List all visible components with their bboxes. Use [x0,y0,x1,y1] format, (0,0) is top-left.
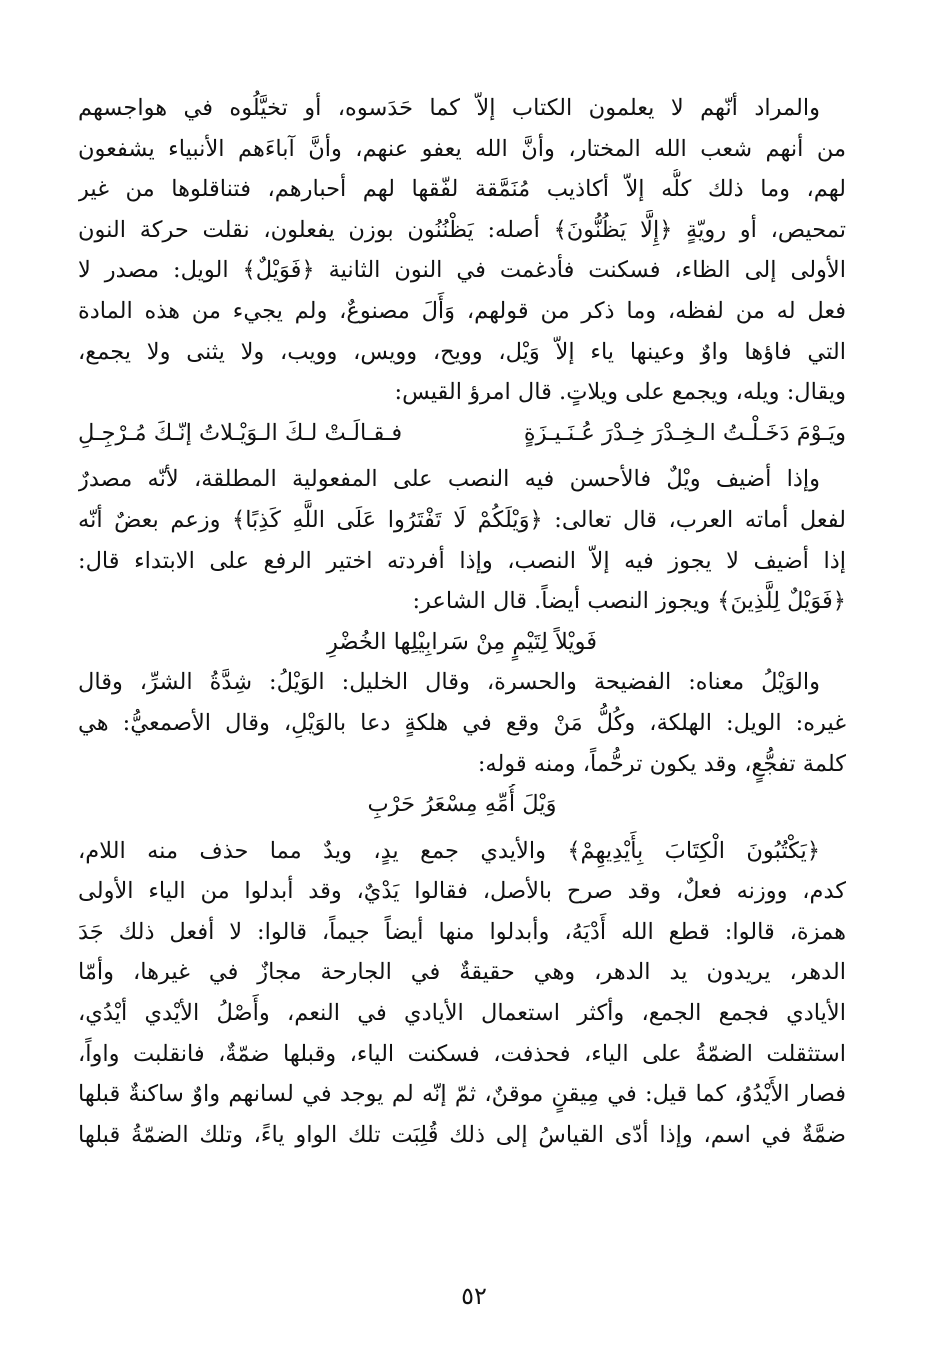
page-number: ٥٢ [461,1282,487,1310]
page-body [78,88,846,1155]
text-line: من أنهم شعب الله المختار، وأنَّ الله يعفو عنهم، وأنَّ آباءَهم الأنبياء يشفعون [78,135,846,162]
text-line: فصار الأَيْدُوُ، كما قيل: في مِيقنٍ موقنٌ، ثمّ إنّه لم يوجد في لسانهم واوٌ ساكنةٌ قبلها [78,1081,846,1108]
text-line: فعل له من لفظه، وما ذكر من قولهم، وَأَلَ مصنوعٌ، ولم يجيء من هذه المادة [78,297,846,324]
text-line: ﴿فَوَيْلٌ لِلَّذِينَ﴾ ويجوز النصب أيضاً. قال الشاعر: [412,588,846,615]
text-line: لهم، وما ذلك كلُّه إلاّ أكاذيب مُنَمَّقة لفّقها لهم أحبارهم، فتناقلوها من غير [78,176,846,203]
text-line: والمراد أنّهم لا يعلمون الكتاب إلاّ كما حَدَسوه، أو تخيَّلُوه في هواجسهم [78,95,820,121]
text-line: غيره: الويل: الهلكة، وكُلُّ مَنْ وقع في هلكةٍ دعا بالوَيْلِ، وقال الأصمعيُّ: هي [78,709,846,736]
text-line: كلمة تفجُّعٍ، وقد يكون ترحُّماً، ومنه قوله: [477,750,846,777]
text-line: تمحيص، أو رويّةٍ ﴿إِلَّا يَظُنُّونَ﴾ أصله: يَظْنُنُون بوزن يفعلون، نقلت حركة النون [78,216,846,243]
text-line: كدم، ووزنه فعلٌ، وقد صرح بالأصل، فقالوا يَدْيٌ، وقد أبدلوا من الياء الأولى [78,878,846,905]
text-line: إذا أضيف لا يجوز فيه إلاّ النصب، وإذا أفردته اختير الرفع على الابتداء قال: [78,547,846,574]
poem-verse: وَيْلَ أُمِّهِ مِسْعَرُ حَرْبِ [367,791,557,818]
text-line: التي فاؤها واوٌ وعينها ياء إلاّ وَيْل، وويح، وويس، وويب، ولا يثنى ولا يجمع، [78,338,846,365]
text-line: الأولى إلى الظاء، فسكنت فأدغمت في النون الثانية ﴿فَوَيْلٌ﴾ الويل: مصدر لا [78,257,846,284]
text-line: لفعل أماته العرب، قال تعالى: ﴿وَيْلَكُمْ لَا تَفْتَرُوا عَلَى اللَّهِ كَذِبًا﴾ وزعم بعضٌ أنّه [78,506,846,533]
poem-verse: فَويْلاً لِتَيْمٍ مِنْ سَرابِيْلِها الخُضْرِ [326,628,598,655]
verse-first-hemistich: ويَـوْمَ دَخَـلْـتُ الـخِـدْرَ خِـدْرَ عُـنَـيـزَةٍ [523,419,846,446]
text-line: الدهر، يريدون يد الدهر، وهي حقيقةٌ في الجارحة مجازٌ في غيرها، وأمّا [78,959,846,986]
text-line: استثقلت الضمّةُ على الياء، فحذفت، فسكنت الياء، وقبلها ضمّةٌ، فانقلبت واواً، [78,1040,846,1067]
text-line: همزة، قالوا: قطع الله أَدْيَهُ، وأبدلوا منها أيضاً جيماً، قالوا: لا أفعل ذلك جَدَ [78,918,846,945]
verse-second-hemistich: فـقـالَـتْ لـكَ الـوَيْـلاتُ إنّـكَ مُـرْجِـلِ [78,419,403,446]
poem-verse [78,413,846,454]
text-line: ﴿يَكْتُبُونَ الْكِتَابَ بِأَيْدِيهِمْ﴾ والأيدي جمع يدٍ، ويدٌ مما حذف منه اللام، [78,837,820,864]
text-line: ويقال: ويله، ويجمع على ويلاتٍ. قال امرؤ القيس: [394,379,846,406]
text-line: الأيادي فجمع الجمع، وأكثر استعمال الأيادي في النعم، وأَصْلُ الأيْدي أيْدُي، [78,1000,846,1027]
text-line: وإذا أضيف ويْلٌ فالأحسن فيه النصب على المفعولية المطلقة، لأنّه مصدرٌ [78,466,820,493]
text-line: والوَيْلُ معناه: الفضيحة والحسرة، وقال الخليل: الوَيْلُ: شِدَّةُ الشرِّ، وقال [78,669,820,696]
text-line: ضمَّةٌ في اسم، وإذا أدّى القياسُ إلى ذلك قُلِبَت تلك الواو ياءً، وتلك الضمّةُ قبلها [78,1121,846,1148]
